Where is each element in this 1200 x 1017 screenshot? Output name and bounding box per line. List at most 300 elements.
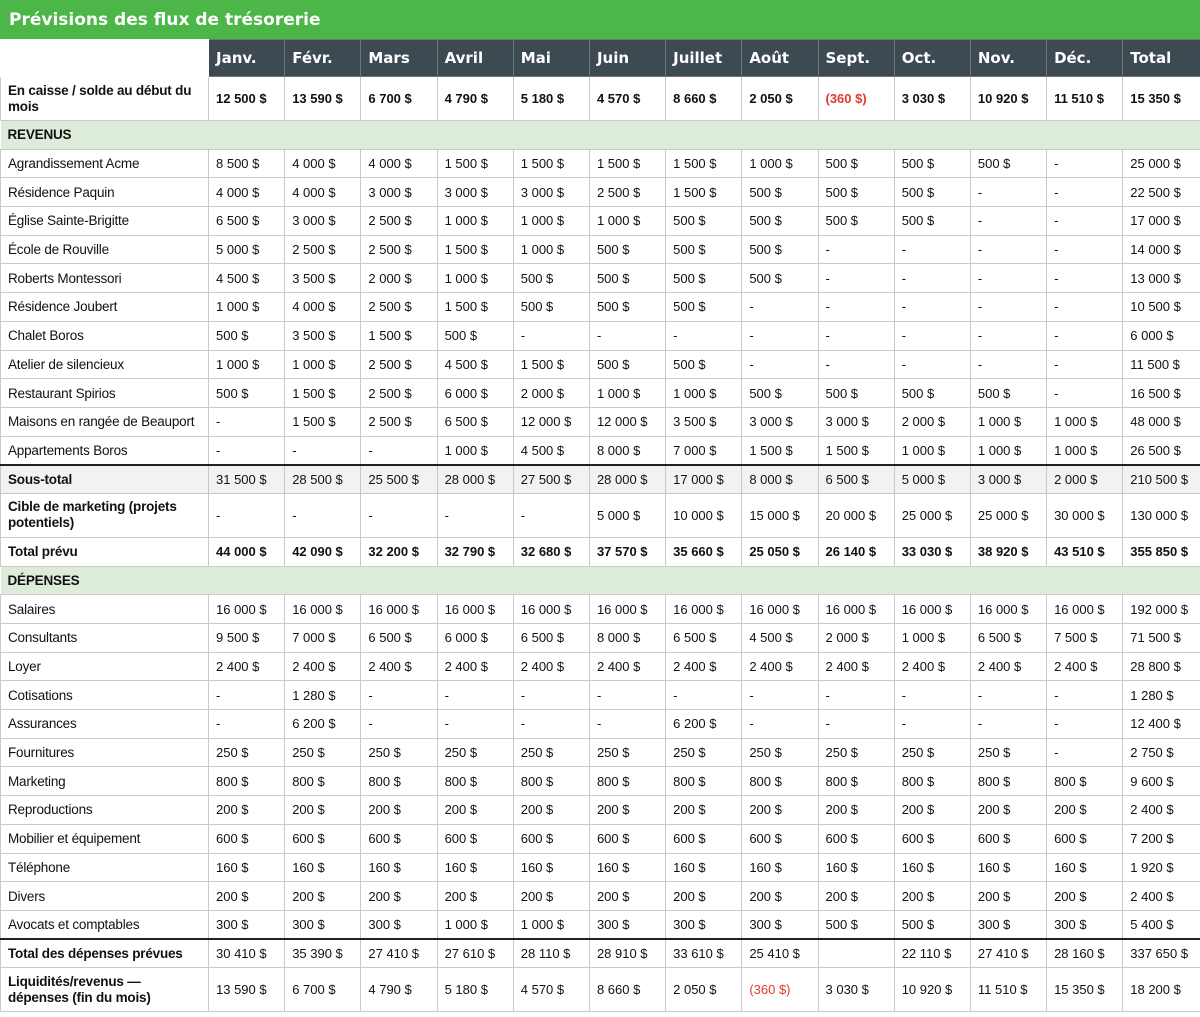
value-cell: 1 500 $ xyxy=(285,379,361,408)
value-cell: 7 500 $ xyxy=(1047,624,1123,653)
value-cell: 4 000 $ xyxy=(209,178,285,207)
value-cell: 200 $ xyxy=(589,796,665,825)
value-cell: 200 $ xyxy=(285,796,361,825)
value-cell: 6 000 $ xyxy=(437,379,513,408)
value-cell: - xyxy=(970,235,1046,264)
value-cell: 3 500 $ xyxy=(666,407,742,436)
section-cell xyxy=(589,121,665,150)
row-label: Téléphone xyxy=(1,853,209,882)
row-label: Cotisations xyxy=(1,681,209,710)
section-cell xyxy=(209,121,285,150)
value-cell: - xyxy=(361,436,437,465)
value-cell: 160 $ xyxy=(513,853,589,882)
value-cell: 31 500 $ xyxy=(209,465,285,494)
value-cell: 20 000 $ xyxy=(818,493,894,537)
total-cell: 2 400 $ xyxy=(1123,882,1200,911)
value-cell: 16 000 $ xyxy=(970,595,1046,624)
value-cell: 5 000 $ xyxy=(209,235,285,264)
value-cell: 200 $ xyxy=(818,796,894,825)
section-label: DÉPENSES xyxy=(1,566,209,595)
row-label: Cible de marketing (projets potentiels) xyxy=(1,493,209,537)
value-cell: 200 $ xyxy=(513,882,589,911)
value-cell: 27 610 $ xyxy=(437,939,513,968)
total-cell: 28 800 $ xyxy=(1123,652,1200,681)
row-label: Agrandissement Acme xyxy=(1,149,209,178)
total-cell: 15 350 $ xyxy=(1123,77,1200,121)
value-cell: - xyxy=(513,681,589,710)
section-cell xyxy=(1123,566,1200,595)
value-cell: - xyxy=(513,321,589,350)
table-row xyxy=(1,910,1200,939)
value-cell: 3 030 $ xyxy=(818,968,894,1012)
value-cell: 44 000 $ xyxy=(209,537,285,566)
value-cell: - xyxy=(1047,681,1123,710)
value-cell: - xyxy=(513,710,589,739)
table-row xyxy=(1,407,1200,436)
value-cell: 28 110 $ xyxy=(513,939,589,968)
section-cell xyxy=(666,566,742,595)
value-cell: 2 400 $ xyxy=(1047,652,1123,681)
value-cell: 8 000 $ xyxy=(742,465,818,494)
value-cell: 1 000 $ xyxy=(513,235,589,264)
value-cell: 4 500 $ xyxy=(513,436,589,465)
value-cell: 200 $ xyxy=(209,796,285,825)
value-cell: - xyxy=(361,493,437,537)
value-cell: 1 500 $ xyxy=(513,350,589,379)
value-cell: 500 $ xyxy=(209,379,285,408)
value-cell: 600 $ xyxy=(894,824,970,853)
value-cell: 2 400 $ xyxy=(589,652,665,681)
value-cell: - xyxy=(1047,178,1123,207)
section-cell xyxy=(970,121,1046,150)
column-header: Juin xyxy=(589,40,665,77)
table-row xyxy=(1,738,1200,767)
value-cell: 37 570 $ xyxy=(589,537,665,566)
value-cell: 1 000 $ xyxy=(970,436,1046,465)
table-row xyxy=(1,321,1200,350)
value-cell: 4 790 $ xyxy=(437,77,513,121)
value-cell: 1 000 $ xyxy=(437,436,513,465)
value-cell: 500 $ xyxy=(666,235,742,264)
row-label: Total des dépenses prévues xyxy=(1,939,209,968)
value-cell: 8 500 $ xyxy=(209,149,285,178)
row-label: Divers xyxy=(1,882,209,911)
value-cell: 500 $ xyxy=(970,149,1046,178)
value-cell: 200 $ xyxy=(285,882,361,911)
value-cell: 200 $ xyxy=(666,796,742,825)
value-cell: 6 500 $ xyxy=(970,624,1046,653)
value-cell: 38 920 $ xyxy=(970,537,1046,566)
value-cell: 160 $ xyxy=(970,853,1046,882)
value-cell: - xyxy=(970,681,1046,710)
value-cell: 11 510 $ xyxy=(970,968,1046,1012)
value-cell: 4 500 $ xyxy=(437,350,513,379)
value-cell: 16 000 $ xyxy=(894,595,970,624)
value-cell: 500 $ xyxy=(666,264,742,293)
value-cell: 250 $ xyxy=(742,738,818,767)
value-cell: 250 $ xyxy=(970,738,1046,767)
value-cell: 200 $ xyxy=(589,882,665,911)
value-cell: 600 $ xyxy=(437,824,513,853)
value-cell: 1 500 $ xyxy=(437,293,513,322)
section-cell xyxy=(666,121,742,150)
value-cell: 600 $ xyxy=(970,824,1046,853)
section-cell xyxy=(285,121,361,150)
value-cell: 600 $ xyxy=(589,824,665,853)
value-cell: 28 000 $ xyxy=(437,465,513,494)
total-cell: 1 920 $ xyxy=(1123,853,1200,882)
value-cell: - xyxy=(1047,149,1123,178)
value-cell: (360 $) xyxy=(818,77,894,121)
row-label: Appartements Boros xyxy=(1,436,209,465)
table-row xyxy=(1,235,1200,264)
value-cell: 160 $ xyxy=(589,853,665,882)
value-cell: 16 000 $ xyxy=(209,595,285,624)
column-header: Déc. xyxy=(1047,40,1123,77)
value-cell: 7 000 $ xyxy=(285,624,361,653)
value-cell: 1 000 $ xyxy=(970,407,1046,436)
value-cell: 300 $ xyxy=(970,910,1046,939)
total-cell: 13 000 $ xyxy=(1123,264,1200,293)
value-cell: 32 790 $ xyxy=(437,537,513,566)
value-cell: 160 $ xyxy=(361,853,437,882)
value-cell: 6 700 $ xyxy=(285,968,361,1012)
value-cell: 6 500 $ xyxy=(209,207,285,236)
value-cell: 1 500 $ xyxy=(742,436,818,465)
value-cell: 250 $ xyxy=(209,738,285,767)
value-cell: 2 050 $ xyxy=(742,77,818,121)
value-cell: - xyxy=(209,436,285,465)
value-cell: 10 920 $ xyxy=(970,77,1046,121)
value-cell: 500 $ xyxy=(818,207,894,236)
value-cell: 3 000 $ xyxy=(285,207,361,236)
value-cell: 42 090 $ xyxy=(285,537,361,566)
total-cell: 17 000 $ xyxy=(1123,207,1200,236)
value-cell: 2 050 $ xyxy=(666,968,742,1012)
value-cell: 500 $ xyxy=(894,149,970,178)
value-cell: 28 910 $ xyxy=(589,939,665,968)
value-cell: - xyxy=(742,710,818,739)
value-cell: - xyxy=(818,710,894,739)
total-cell: 16 500 $ xyxy=(1123,379,1200,408)
value-cell: 3 000 $ xyxy=(818,407,894,436)
value-cell: - xyxy=(894,710,970,739)
value-cell: 500 $ xyxy=(742,178,818,207)
value-cell: - xyxy=(1047,264,1123,293)
value-cell: 250 $ xyxy=(818,738,894,767)
header-row xyxy=(1,40,1200,77)
value-cell: 500 $ xyxy=(742,235,818,264)
value-cell: 300 $ xyxy=(1047,910,1123,939)
section-cell xyxy=(894,121,970,150)
value-cell: 200 $ xyxy=(894,882,970,911)
value-cell: 6 700 $ xyxy=(361,77,437,121)
total-cell: 25 000 $ xyxy=(1123,149,1200,178)
value-cell: 600 $ xyxy=(285,824,361,853)
value-cell: 4 790 $ xyxy=(361,968,437,1012)
value-cell: - xyxy=(513,493,589,537)
value-cell: 6 500 $ xyxy=(818,465,894,494)
row-label: Atelier de silencieux xyxy=(1,350,209,379)
value-cell: 5 000 $ xyxy=(589,493,665,537)
section-cell xyxy=(1047,566,1123,595)
value-cell: 2 400 $ xyxy=(666,652,742,681)
value-cell: 8 660 $ xyxy=(589,968,665,1012)
table-row xyxy=(1,379,1200,408)
value-cell: 1 000 $ xyxy=(894,624,970,653)
value-cell: 200 $ xyxy=(742,796,818,825)
column-header: Juillet xyxy=(666,40,742,77)
value-cell: - xyxy=(589,681,665,710)
table-row xyxy=(1,595,1200,624)
table-row xyxy=(1,681,1200,710)
total-cell: 12 400 $ xyxy=(1123,710,1200,739)
value-cell: 10 920 $ xyxy=(894,968,970,1012)
value-cell: - xyxy=(894,235,970,264)
value-cell: 1 500 $ xyxy=(818,436,894,465)
value-cell: - xyxy=(970,321,1046,350)
total-cell: 355 850 $ xyxy=(1123,537,1200,566)
value-cell: 2 500 $ xyxy=(361,379,437,408)
value-cell: - xyxy=(437,710,513,739)
value-cell: - xyxy=(1047,293,1123,322)
total-cell: 2 750 $ xyxy=(1123,738,1200,767)
value-cell: - xyxy=(970,350,1046,379)
value-cell: 2 000 $ xyxy=(818,624,894,653)
value-cell: 2 400 $ xyxy=(513,652,589,681)
value-cell: 1 500 $ xyxy=(666,178,742,207)
value-cell: 500 $ xyxy=(894,178,970,207)
value-cell: 250 $ xyxy=(437,738,513,767)
total-cell: 22 500 $ xyxy=(1123,178,1200,207)
summary-row xyxy=(1,537,1200,566)
value-cell: 27 410 $ xyxy=(970,939,1046,968)
total-cell: 210 500 $ xyxy=(1123,465,1200,494)
value-cell: - xyxy=(285,436,361,465)
value-cell: 16 000 $ xyxy=(285,595,361,624)
value-cell: 15 000 $ xyxy=(742,493,818,537)
value-cell: 800 $ xyxy=(589,767,665,796)
value-cell: - xyxy=(666,681,742,710)
value-cell: 4 000 $ xyxy=(285,178,361,207)
value-cell: - xyxy=(1047,710,1123,739)
value-cell: 25 410 $ xyxy=(742,939,818,968)
value-cell: - xyxy=(1047,350,1123,379)
value-cell: 160 $ xyxy=(894,853,970,882)
total-cell: 192 000 $ xyxy=(1123,595,1200,624)
value-cell: 2 500 $ xyxy=(361,293,437,322)
row-label: Mobilier et équipement xyxy=(1,824,209,853)
row-label: École de Rouville xyxy=(1,235,209,264)
value-cell: 1 000 $ xyxy=(513,207,589,236)
section-row xyxy=(1,566,1200,595)
row-label: Sous-total xyxy=(1,465,209,494)
value-cell: 35 660 $ xyxy=(666,537,742,566)
value-cell: 7 000 $ xyxy=(666,436,742,465)
value-cell: 32 200 $ xyxy=(361,537,437,566)
value-cell: 800 $ xyxy=(666,767,742,796)
value-cell: 3 000 $ xyxy=(361,178,437,207)
total-cell: 48 000 $ xyxy=(1123,407,1200,436)
table-row xyxy=(1,178,1200,207)
value-cell: 17 000 $ xyxy=(666,465,742,494)
table-row xyxy=(1,853,1200,882)
row-label: Résidence Paquin xyxy=(1,178,209,207)
section-cell xyxy=(513,121,589,150)
section-cell xyxy=(818,566,894,595)
value-cell: 1 280 $ xyxy=(285,681,361,710)
value-cell: 200 $ xyxy=(970,796,1046,825)
section-cell xyxy=(742,121,818,150)
value-cell: 12 500 $ xyxy=(209,77,285,121)
total-cell: 11 500 $ xyxy=(1123,350,1200,379)
value-cell: 160 $ xyxy=(818,853,894,882)
table-row xyxy=(1,796,1200,825)
table-row xyxy=(1,652,1200,681)
table-row xyxy=(1,767,1200,796)
value-cell: 500 $ xyxy=(589,293,665,322)
page-title: Prévisions des flux de trésorerie xyxy=(0,0,1200,39)
value-cell: 200 $ xyxy=(437,882,513,911)
section-label: REVENUS xyxy=(1,121,209,150)
row-label: Loyer xyxy=(1,652,209,681)
table-row xyxy=(1,710,1200,739)
value-cell: 500 $ xyxy=(818,379,894,408)
value-cell: - xyxy=(1047,207,1123,236)
value-cell: 500 $ xyxy=(970,379,1046,408)
value-cell: 2 500 $ xyxy=(361,407,437,436)
value-cell: 1 500 $ xyxy=(361,321,437,350)
section-cell xyxy=(818,121,894,150)
table-row xyxy=(1,882,1200,911)
value-cell: 16 000 $ xyxy=(742,595,818,624)
total-cell: 5 400 $ xyxy=(1123,910,1200,939)
value-cell: 300 $ xyxy=(666,910,742,939)
value-cell: 3 500 $ xyxy=(285,264,361,293)
value-cell: 4 570 $ xyxy=(589,77,665,121)
value-cell: 500 $ xyxy=(742,264,818,293)
value-cell: 33 610 $ xyxy=(666,939,742,968)
value-cell: 500 $ xyxy=(666,350,742,379)
value-cell: - xyxy=(894,321,970,350)
value-cell: - xyxy=(818,264,894,293)
total-cell: 2 400 $ xyxy=(1123,796,1200,825)
value-cell: 500 $ xyxy=(666,207,742,236)
column-header: Mai xyxy=(513,40,589,77)
value-cell: - xyxy=(894,293,970,322)
value-cell: 160 $ xyxy=(742,853,818,882)
value-cell: 3 000 $ xyxy=(742,407,818,436)
value-cell: 35 390 $ xyxy=(285,939,361,968)
value-cell: 16 000 $ xyxy=(513,595,589,624)
total-cell: 337 650 $ xyxy=(1123,939,1200,968)
column-header: Total xyxy=(1123,40,1200,77)
value-cell: 800 $ xyxy=(1047,767,1123,796)
value-cell: 26 140 $ xyxy=(818,537,894,566)
value-cell: 33 030 $ xyxy=(894,537,970,566)
value-cell: 1 000 $ xyxy=(437,264,513,293)
section-cell xyxy=(970,566,1046,595)
column-header: Mars xyxy=(361,40,437,77)
row-label: Assurances xyxy=(1,710,209,739)
value-cell: 2 400 $ xyxy=(285,652,361,681)
value-cell: 200 $ xyxy=(970,882,1046,911)
section-cell xyxy=(513,566,589,595)
row-label: Restaurant Spirios xyxy=(1,379,209,408)
column-header: Oct. xyxy=(894,40,970,77)
value-cell: 6 500 $ xyxy=(666,624,742,653)
value-cell: 160 $ xyxy=(1047,853,1123,882)
value-cell: 160 $ xyxy=(285,853,361,882)
value-cell: - xyxy=(1047,379,1123,408)
value-cell: 300 $ xyxy=(361,910,437,939)
value-cell: 800 $ xyxy=(361,767,437,796)
value-cell: 5 000 $ xyxy=(894,465,970,494)
value-cell: 200 $ xyxy=(361,796,437,825)
value-cell: - xyxy=(818,293,894,322)
value-cell: 500 $ xyxy=(589,264,665,293)
table-row xyxy=(1,624,1200,653)
cash-flow-table xyxy=(0,39,1200,1012)
summary-row xyxy=(1,939,1200,968)
column-header: Nov. xyxy=(970,40,1046,77)
value-cell: 300 $ xyxy=(285,910,361,939)
value-cell: 1 000 $ xyxy=(666,379,742,408)
value-cell: 200 $ xyxy=(1047,882,1123,911)
value-cell: 6 200 $ xyxy=(285,710,361,739)
value-cell: 4 000 $ xyxy=(285,149,361,178)
value-cell: 600 $ xyxy=(209,824,285,853)
value-cell: - xyxy=(894,681,970,710)
value-cell: 1 500 $ xyxy=(513,149,589,178)
value-cell: 160 $ xyxy=(437,853,513,882)
value-cell: 200 $ xyxy=(666,882,742,911)
value-cell: 2 400 $ xyxy=(894,652,970,681)
value-cell: 200 $ xyxy=(437,796,513,825)
column-header: Sept. xyxy=(818,40,894,77)
value-cell: - xyxy=(970,264,1046,293)
value-cell: 11 510 $ xyxy=(1047,77,1123,121)
value-cell: 250 $ xyxy=(589,738,665,767)
section-cell xyxy=(437,566,513,595)
value-cell: 600 $ xyxy=(742,824,818,853)
column-header: Août xyxy=(742,40,818,77)
value-cell: 16 000 $ xyxy=(361,595,437,624)
value-cell: 30 410 $ xyxy=(209,939,285,968)
value-cell: 2 400 $ xyxy=(437,652,513,681)
value-cell: - xyxy=(970,293,1046,322)
value-cell: - xyxy=(894,350,970,379)
total-cell: 26 500 $ xyxy=(1123,436,1200,465)
value-cell: - xyxy=(742,321,818,350)
value-cell: 2 000 $ xyxy=(1047,465,1123,494)
summary-row xyxy=(1,465,1200,494)
value-cell: 13 590 $ xyxy=(209,968,285,1012)
row-label: Église Sainte-Brigitte xyxy=(1,207,209,236)
column-header: Janv. xyxy=(209,40,285,77)
section-cell xyxy=(589,566,665,595)
value-cell: - xyxy=(970,178,1046,207)
value-cell: 1 500 $ xyxy=(589,149,665,178)
value-cell: 600 $ xyxy=(513,824,589,853)
value-cell: - xyxy=(361,710,437,739)
value-cell: 4 570 $ xyxy=(513,968,589,1012)
value-cell: 500 $ xyxy=(666,293,742,322)
row-label: Consultants xyxy=(1,624,209,653)
value-cell: - xyxy=(209,710,285,739)
value-cell: 1 500 $ xyxy=(285,407,361,436)
value-cell: 500 $ xyxy=(589,350,665,379)
